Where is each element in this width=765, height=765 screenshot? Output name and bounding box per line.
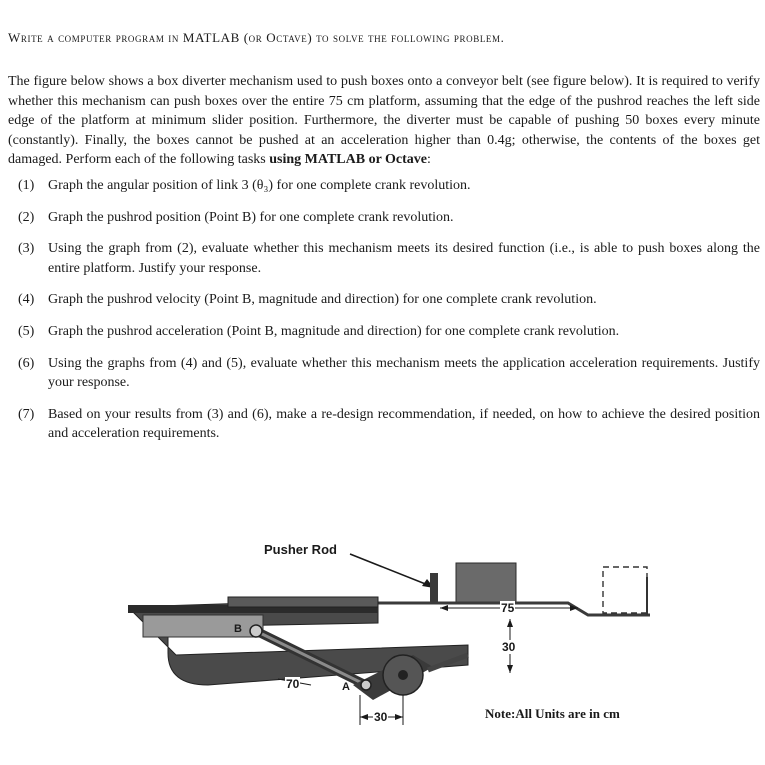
point-a-label: A xyxy=(342,681,350,693)
intro-text: The figure below shows a box diverter mechanism used to push boxes onto a conveyor belt (see figure below). It is required to verify whether this mechanism can push boxes over the entire 75 cm platform, assuming that the edge of the pushrod reaches the left side edge of the platform at minimum slider position. Furthermore, the diverter must be capable of pushing 50 boxes every minute (constantly). Finally, the boxes cannot be pushed at an acceleration higher than 0.4g; otherwise, the contents of the boxes get damaged. Perform each of the following tasks xyxy=(8,74,760,168)
task-text: Using the graph from (2), evaluate whether this mechanism meets its desired function (i.e., is able to push boxes along the entire platform. Justify your response. xyxy=(48,241,760,276)
dimension-70-label: 70 xyxy=(286,677,300,691)
task-item xyxy=(8,176,760,196)
heading-matlab: MATLAB xyxy=(182,30,240,45)
heading-part1: Write a computer program in xyxy=(8,30,183,45)
task-item xyxy=(8,354,760,393)
problem-intro xyxy=(8,72,760,170)
slider-block xyxy=(143,615,263,637)
task-item xyxy=(8,322,760,342)
pusher-rod-label: Pusher Rod xyxy=(264,542,337,557)
task-text: Graph the pushrod position (Point B) for one complete crank revolution. xyxy=(48,209,454,225)
dimension-30-horizontal-label: 30 xyxy=(374,710,388,724)
diverted-box-outline xyxy=(603,567,647,613)
pusher-rod-leader-line xyxy=(350,554,428,585)
box xyxy=(456,563,516,603)
intro-bold: using MATLAB or Octave xyxy=(269,152,428,168)
task-number: (7) xyxy=(18,406,35,422)
task-item xyxy=(8,290,760,310)
intro-end: : xyxy=(427,152,431,168)
task-text: Graph the pushrod acceleration (Point B, magnitude and direction) for one complete crank revolution. xyxy=(48,323,620,339)
problem-heading xyxy=(8,30,760,46)
task-text: Based on your results from (3) and (6), make a re-design recommendation, if needed, on how to achieve the desired position and acceleration requirements. xyxy=(48,406,760,442)
pin-b xyxy=(250,625,262,637)
slider-guide xyxy=(228,597,378,607)
task-item xyxy=(8,405,760,444)
task-list xyxy=(8,176,760,444)
task-text: Graph the angular position of link 3 (θ₃) for one complete crank revolution. xyxy=(48,177,471,193)
diverter-mechanism-figure xyxy=(128,535,688,735)
task-text: Using the graphs from (4) and (5), evaluate whether this mechanism meets the application acceleration requirements. Justify your response. xyxy=(48,355,760,391)
pin-a xyxy=(361,680,371,690)
task-number: (1) xyxy=(18,177,35,193)
problem-page xyxy=(8,30,760,456)
heading-part2: (or Octave) to solve the following problem. xyxy=(239,30,505,45)
task-text: Graph the pushrod velocity (Point B, magnitude and direction) for one complete crank revolution. xyxy=(48,292,597,308)
task-number: (3) xyxy=(18,241,35,257)
point-b-label: B xyxy=(234,623,242,635)
mechanism-drawing xyxy=(128,535,688,735)
task-number: (4) xyxy=(18,292,35,308)
task-number: (5) xyxy=(18,323,35,339)
task-item xyxy=(8,208,760,228)
task-item xyxy=(8,239,760,278)
units-note: Note:All Units are in cm xyxy=(485,706,620,721)
dimension-75-label: 75 xyxy=(501,601,515,615)
pushrod-plate xyxy=(430,573,438,603)
task-number: (2) xyxy=(18,209,35,225)
dimension-30-vertical-label: 30 xyxy=(502,640,516,654)
task-number: (6) xyxy=(18,355,35,371)
